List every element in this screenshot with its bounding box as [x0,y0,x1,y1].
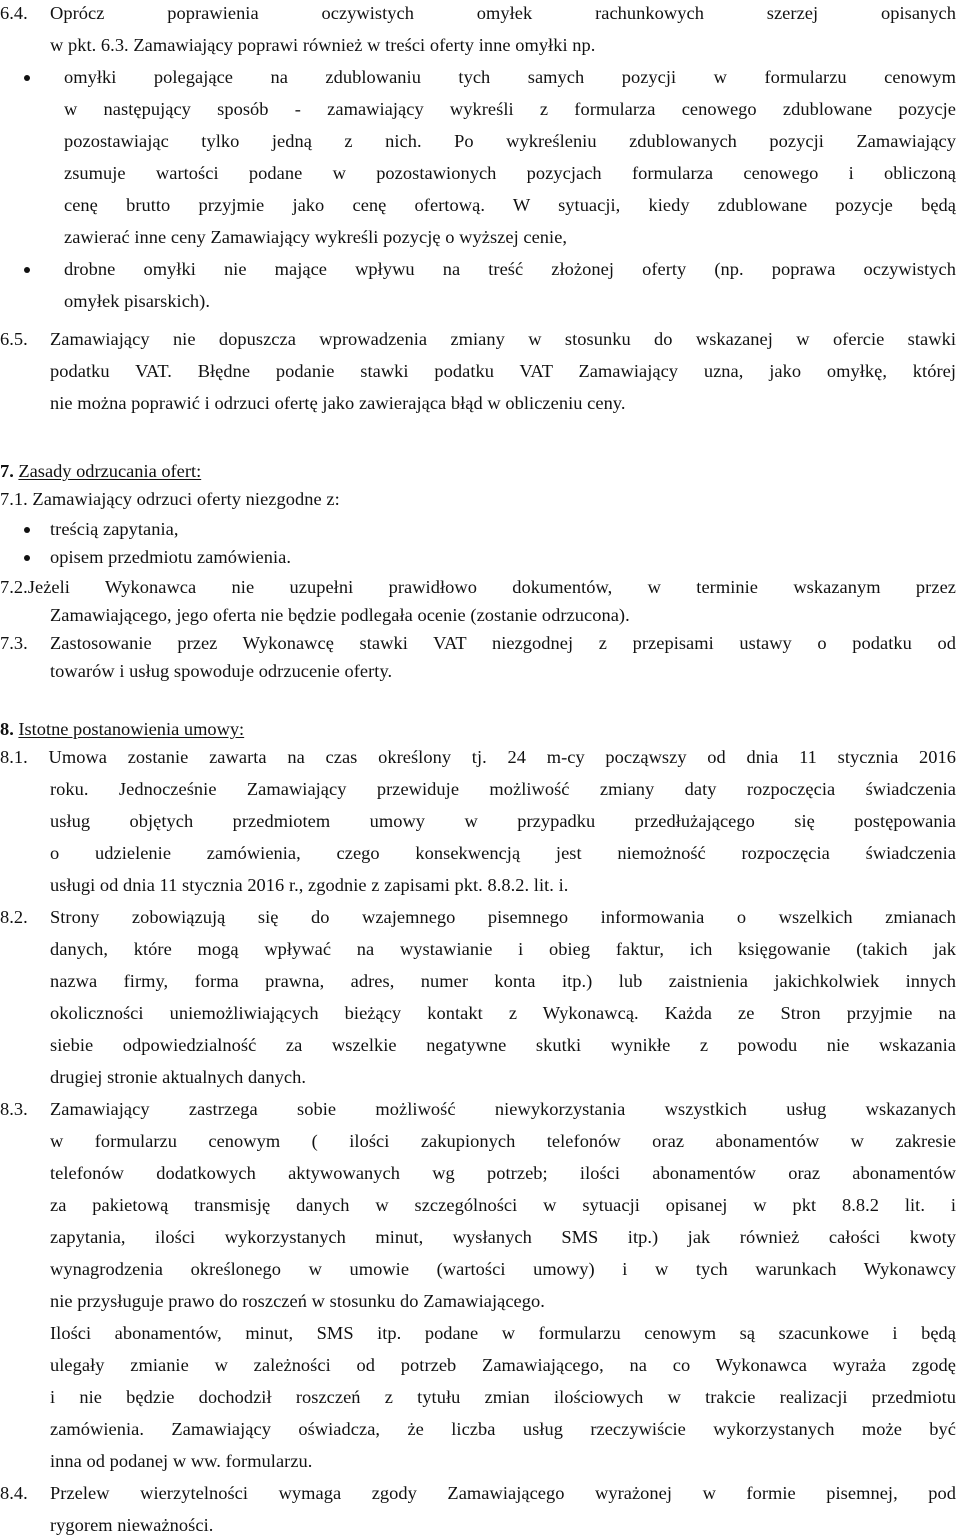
section-title: Zasady odrzucania ofert: [18,461,202,481]
bullet-icon [24,527,30,533]
text-line: podatku VAT. Błędne podanie stawki podatku VAT Zamawiający uzna, jako omyłkę, której [50,361,956,381]
section-number: 8. [0,719,19,739]
text-line: o udzielenie zamówienia, czego konsekwencją jest niemożność rozpoczęcia świadczenia [50,843,956,863]
text-line: Oprócz poprawienia oczywistych omyłek rachunkowych szerzej opisanych [50,3,956,23]
text-line: treścią zapytania, [50,519,179,539]
text-line: 7.3. [0,633,28,653]
text-line: inna od podanej w ww. formularzu. [50,1451,313,1471]
bullet-icon [24,75,30,81]
text-line: 7.2.Jeżeli Wykonawca nie uzupełni prawidłowo dokumentów, w terminie wskazanym przez [0,577,956,597]
section-heading [0,460,201,482]
text-line: zawierać inne ceny Zamawiający wykreśli pozycję o wyższej cenie, [64,227,568,247]
text-line: i nie będzie dochodził roszczeń z tytułu zmian ilościowych w trakcie realizacji przedmiotu [50,1387,956,1407]
text-line: ulegały zmianie w zależności od potrzeb Zamawiającego, na co Wykonawca wyraża zgodę [50,1355,956,1375]
text-line: Zamawiający nie dopuszcza wprowadzenia zmiany w stosunku do wskazanej w ofercie stawki [50,329,956,349]
text-line: drugiej stronie aktualnych danych. [50,1067,307,1087]
text-line: telefonów dodatkowych aktywowanych wg potrzeb; ilości abonamentów oraz abonamentów [50,1163,956,1183]
text-line: wynagrodzenia określonego w umowie (wartości umowy) i w tych warunkach Wykonawcy [50,1259,956,1279]
text-line: w następujący sposób - zamawiający wykreśli z formularza cenowego zdublowane pozycje [64,99,956,119]
text-line: okoliczności uniemożliwiających bieżący kontakt z Wykonawcą. Każda ze Stron przyjmie na [50,1003,956,1023]
section-number: 7. [0,461,19,481]
text-line: 7.1. Zamawiający odrzuci oferty niezgodne z: [0,489,340,509]
text-line: zsumuje wartości podane w pozostawionych pozycjach formularza cenowego i obliczoną [64,163,956,183]
text-line: omyłek pisarskich). [64,291,211,311]
text-line: opisem przedmiotu zamówienia. [50,547,291,567]
section-heading [0,718,244,740]
text-line: Ilości abonamentów, minut, SMS itp. podane w formularzu cenowym są szacunkowe i będą [50,1323,956,1343]
text-line: 8.3. [0,1099,28,1119]
text-line: pozostawiając tylko jedną z nich. Po wykreśleniu zdublowanych pozycji Zamawiający [64,131,956,151]
text-line: danych, które mogą wpływać na wystawianie i obieg faktur, ich księgowanie (takich jak [50,939,956,959]
text-line: rygorem nieważności. [50,1515,214,1535]
text-line: cenę brutto przyjmie jako cenę ofertową. W sytuacji, kiedy zdublowane pozycje będą [64,195,956,215]
text-line: w formularzu cenowym ( ilości zakupionych telefonów oraz abonamentów w zakresie [50,1131,956,1151]
text-line: zamówienia. Zamawiający oświadcza, że liczba usług rzeczywiście wykorzystanych może być [50,1419,956,1439]
text-line: roku. Jednocześnie Zamawiający przewiduje możliwość zmiany daty rozpoczęcia świadczenia [50,779,956,799]
text-line: usług objętych przedmiotem umowy w przypadku przedłużającego się postępowania [50,811,956,831]
text-line: nie można poprawić i odrzuci ofertę jako zawierająca błąd w obliczeniu ceny. [50,393,626,413]
text-line: usługi od dnia 11 stycznia 2016 r., zgodnie z zapisami pkt. 8.8.2. lit. i. [50,875,569,895]
text-line: omyłki polegające na zdublowaniu tych samych pozycji w formularzu cenowym [64,67,956,87]
text-line: nie przysługuje prawo do roszczeń w stosunku do Zamawiającego. [50,1291,545,1311]
text-line: drobne omyłki nie mające wpływu na treść złożonej oferty (np. poprawa oczywistych [64,259,956,279]
text-line: Zastosowanie przez Wykonawcę stawki VAT niezgodnej z przepisami ustawy o podatku od [50,633,956,653]
text-line: Zamawiający zastrzega sobie możliwość niewykorzystania wszystkich usług wskazanych [50,1099,956,1119]
text-line: zapytania, ilości wykorzystanych minut, wysłanych SMS itp.) jak również całości kwoty [50,1227,956,1247]
text-line: w pkt. 6.3. Zamawiający poprawi również w treści oferty inne omyłki np. [50,35,596,55]
text-line: 6.4. [0,3,28,23]
bullet-icon [24,267,30,273]
text-line: Strony zobowiązują się do wzajemnego pisemnego informowania o wszelkich zmianach [50,907,956,927]
text-line: siebie odpowiedzialność za wszelkie negatywne skutki wynikłe z powodu nie wskazania [50,1035,956,1055]
text-line: 8.2. [0,907,28,927]
text-line: za pakietową transmisję danych w szczególności w sytuacji opisanej w pkt 8.8.2 lit. i [50,1195,956,1215]
text-line: towarów i usług spowoduje odrzucenie oferty. [50,661,393,681]
text-line: nazwa firmy, forma prawna, adres, numer konta itp.) lub zaistnienia jakichkolwiek innych [50,971,956,991]
text-line: 8.1. Umowa zostanie zawarta na czas określony tj. 24 m-cy począwszy od dnia 11 stycznia 2016 [0,747,956,767]
text-line: 8.4. [0,1483,28,1503]
text-line: Zamawiającego, jego oferta nie będzie podlegała ocenie (zostanie odrzucona). [50,605,630,625]
text-line: Przelew wierzytelności wymaga zgody Zamawiającego wyrażonej w formie pisemnej, pod [50,1483,956,1503]
section-title: Istotne postanowienia umowy: [18,719,245,739]
bullet-icon [24,555,30,561]
text-line: 6.5. [0,329,28,349]
